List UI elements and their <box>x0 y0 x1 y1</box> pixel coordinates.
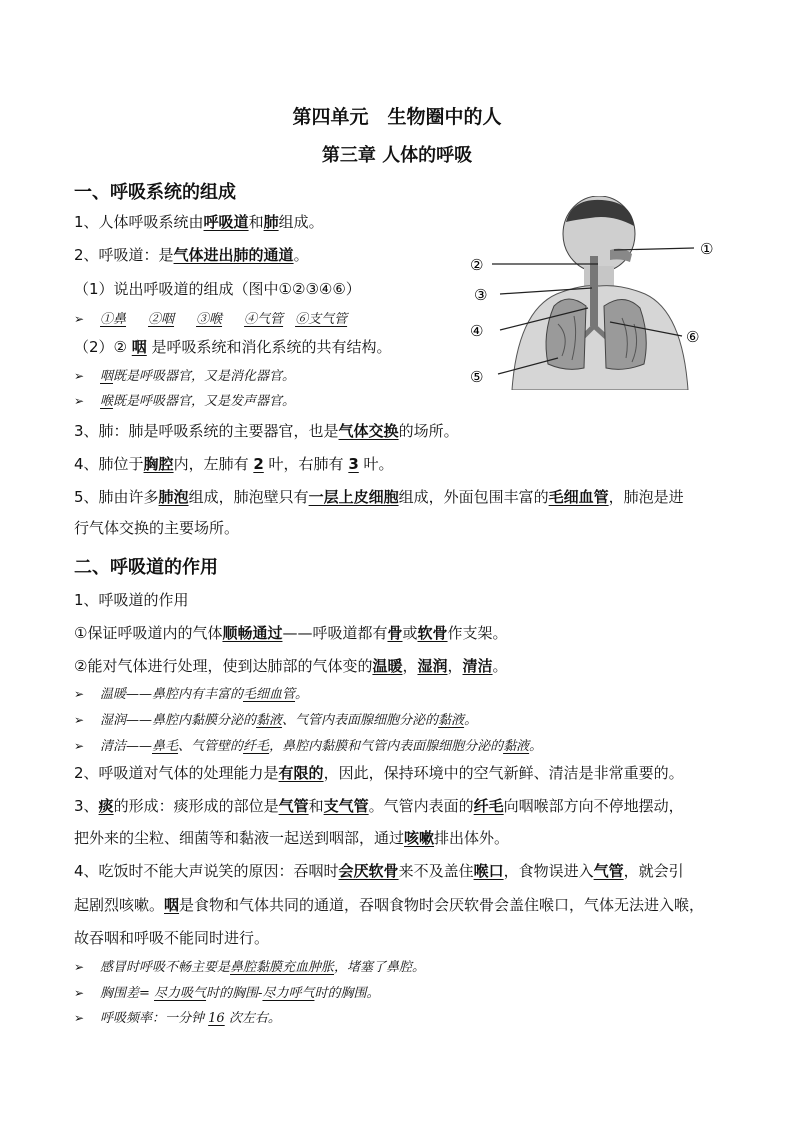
bullet-larynx: ➢ 喉既是呼吸器官，又是发声器官。 <box>74 394 296 409</box>
bullet-warm: ➢ 温暖——鼻腔内有丰富的毛细血管。 <box>74 687 309 702</box>
diagram-label-1: ① <box>700 240 714 258</box>
line-1-1: 1、人体呼吸系统由呼吸道和肺组成。 <box>74 213 324 231</box>
section-2-heading: 二、呼吸道的作用 <box>74 557 218 578</box>
line-1-11: 行气体交换的主要场所。 <box>74 519 240 537</box>
human-figure <box>512 196 688 390</box>
bullet-moist: ➢ 湿润——鼻腔内黏膜分泌的黏液、气管内表面腺细胞分泌的黏液。 <box>74 713 478 728</box>
diagram-label-6: ⑥ <box>686 328 700 346</box>
bullet-breath-rate: ➢ 呼吸频率：一分钟 16 次左右。 <box>74 1011 281 1026</box>
line-1-5: （2）② 咽 是呼吸系统和消化系统的共有结构。 <box>74 338 392 356</box>
line-2-7: 2、呼吸道对气体的处理能力是有限的，因此，保持环境中的空气新鲜、清洁是非常重要的。 <box>74 764 684 782</box>
line-2-3: ②能对气体进行处理，使到达肺部的气体变的温暖，湿润，清洁。 <box>74 657 508 675</box>
line-2-11: 起剧烈咳嗽。咽是食物和气体共同的通道，吞咽食物时会厌软骨会盖住喉口，气体无法进入喉， <box>74 896 705 914</box>
section-1-heading: 一、呼吸系统的组成 <box>74 182 236 203</box>
line-1-2: 2、呼吸道：是气体进出肺的通道。 <box>74 246 309 264</box>
part-bronchi: ⑥支气管 <box>295 312 348 327</box>
part-pharynx: ②咽 <box>148 312 175 327</box>
unit-title: 第四单元 生物圈中的人 <box>292 106 502 128</box>
line-1-9: 4、肺位于胸腔内，左肺有 2 叶，右肺有 3 叶。 <box>74 455 394 473</box>
chapter-title: 第三章 人体的呼吸 <box>321 145 473 166</box>
airway-parts-list: ➢ ①鼻 ②咽 ③喉 ④气管 ⑥支气管 <box>74 312 348 327</box>
bullet-pharynx: ➢ 咽既是呼吸器官，又是消化器官。 <box>74 369 296 384</box>
part-larynx: ③喉 <box>196 312 223 327</box>
bullet-cold: ➢ 感冒时呼吸不畅主要是鼻腔黏膜充血肿胀，堵塞了鼻腔。 <box>74 960 426 975</box>
diagram-label-5: ⑤ <box>470 368 484 386</box>
line-1-10: 5、肺由许多肺泡组成，肺泡壁只有一层上皮细胞组成，外面包围丰富的毛细血管，肺泡是进 <box>74 488 684 506</box>
diagram-label-3: ③ <box>474 286 488 304</box>
line-2-10: 4、吃饭时不能大声说笑的原因：吞咽时会厌软骨来不及盖住喉口，食物误进入气管，就会引 <box>74 862 684 880</box>
diagram-label-4: ④ <box>470 322 484 340</box>
respiratory-system-diagram <box>462 196 724 390</box>
line-2-12: 故吞咽和呼吸不能同时进行。 <box>74 929 270 947</box>
part-nose: ①鼻 <box>100 312 127 327</box>
line-1-8: 3、肺：肺是呼吸系统的主要器官，也是气体交换的场所。 <box>74 422 459 440</box>
line-2-9: 把外来的尘粒、细菌等和黏液一起送到咽部，通过咳嗽排出体外。 <box>74 829 510 847</box>
line-2-2: ①保证呼吸道内的气体顺畅通过——呼吸道都有骨或软骨作支架。 <box>74 624 508 642</box>
line-2-8: 3、痰的形成：痰形成的部位是气管和支气管。气管内表面的纤毛向咽喉部方向不停地摆动， <box>74 797 684 815</box>
part-trachea: ④气管 <box>244 312 284 327</box>
diagram-label-2: ② <box>470 256 484 274</box>
bullet-clean: ➢ 清洁——鼻毛、气管壁的纤毛，鼻腔内黏膜和气管内表面腺细胞分泌的黏液。 <box>74 739 543 754</box>
bullet-chest-difference: ➢ 胸围差= 尽力吸气时的胸围-尽力呼气时的胸围。 <box>74 986 380 1001</box>
line-2-1: 1、呼吸道的作用 <box>74 591 189 609</box>
line-1-3: （1）说出呼吸道的组成（图中①②③④⑥） <box>74 280 361 298</box>
